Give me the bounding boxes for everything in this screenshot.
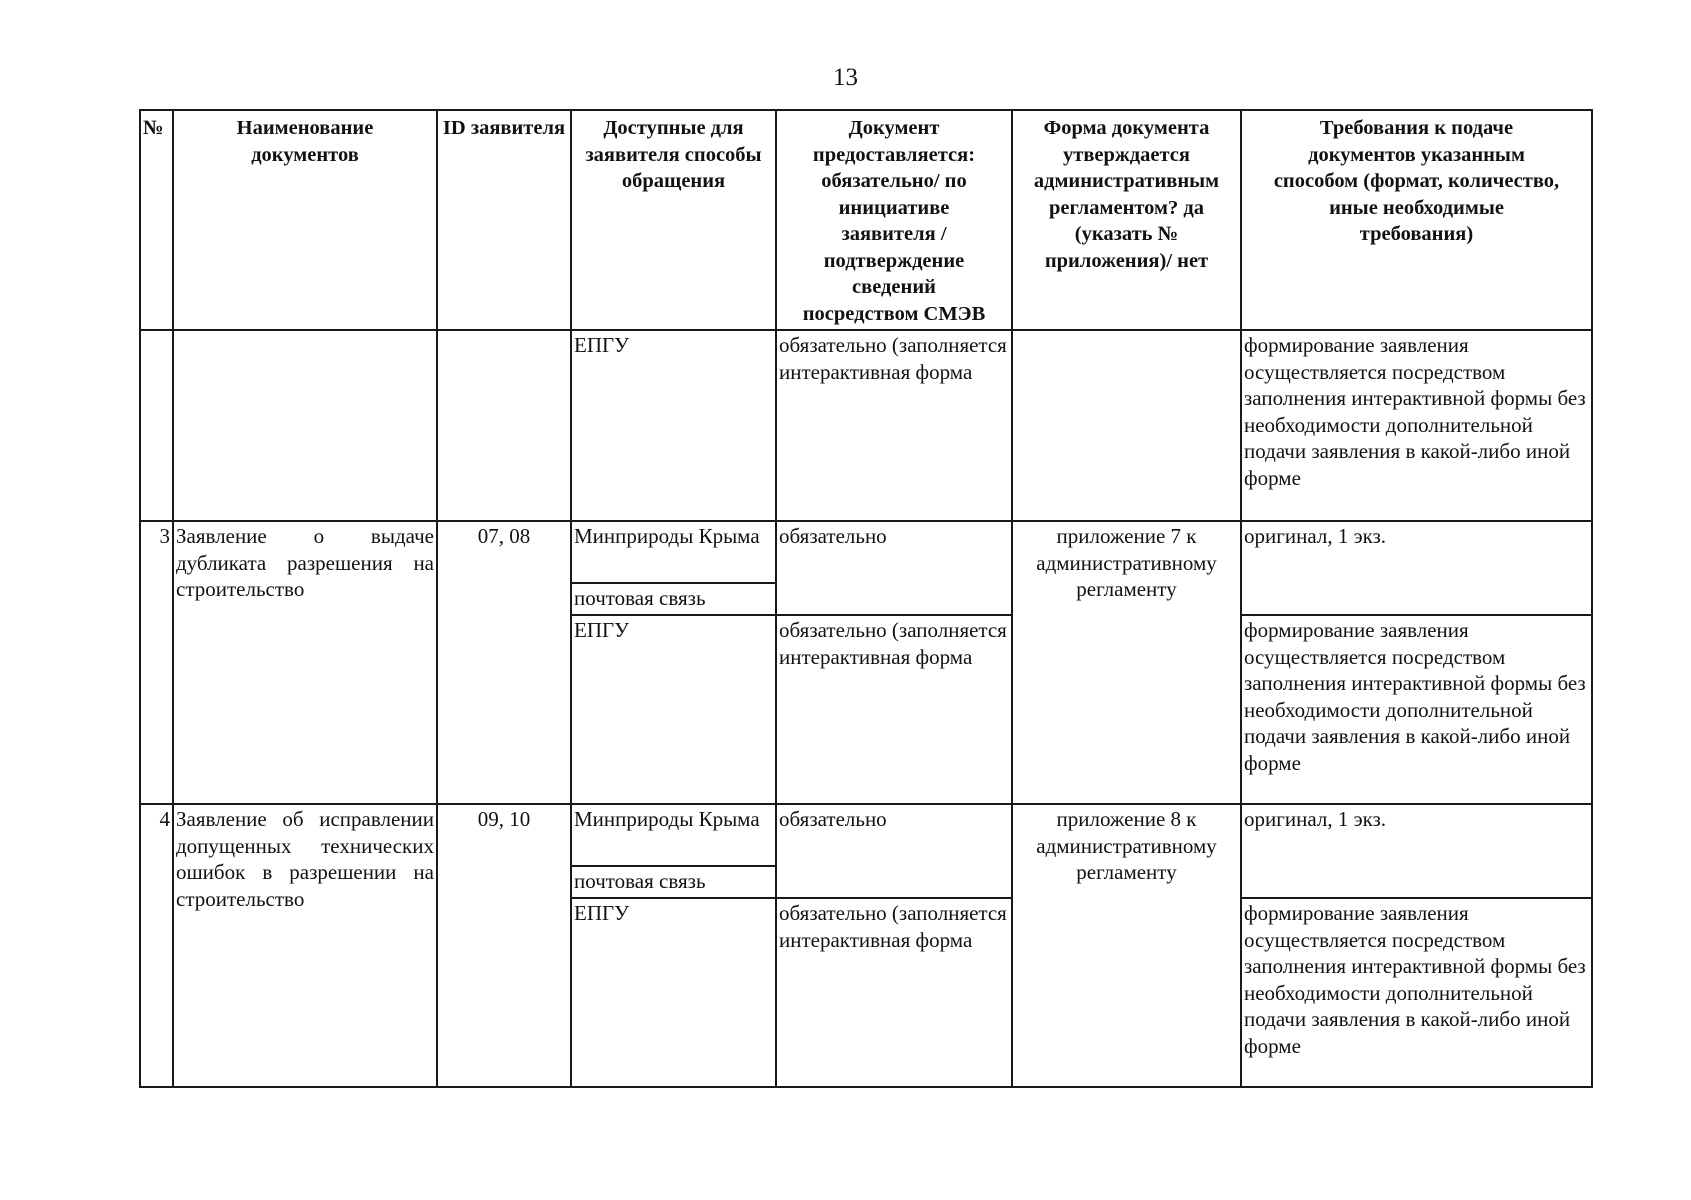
- header-form: Форма документа утверждается административным регламентом? да (указать № приложения)/ нет: [1012, 110, 1241, 330]
- cell-requirements: оригинал, 1 экз.: [1241, 521, 1592, 615]
- cell-num: 4: [140, 804, 173, 1087]
- cell-provided: обязательно (заполняется интерактивная форма: [776, 615, 1012, 804]
- cell-num: [140, 330, 173, 521]
- cell-id: 07, 08: [437, 521, 571, 804]
- cell-requirements: оригинал, 1 экз.: [1241, 804, 1592, 898]
- cell-method: почтовая связь: [571, 866, 776, 898]
- cell-id: 09, 10: [437, 804, 571, 1087]
- table-header-row: [140, 110, 1592, 330]
- cell-method: ЕПГУ: [571, 615, 776, 804]
- cell-requirements: формирование заявления осуществляется посредством заполнения интерактивной формы без необходимости дополнительной подачи заявления в какой-либо иной форме: [1241, 898, 1592, 1087]
- cell-name: [173, 330, 437, 521]
- cell-name: [173, 521, 437, 804]
- cell-provided: обязательно: [776, 804, 1012, 898]
- cell-form: приложение 7 к административному регламенту: [1012, 521, 1241, 804]
- cell-method: Минприроды Крыма: [571, 521, 776, 583]
- cell-form: приложение 8 к административному регламенту: [1012, 804, 1241, 1087]
- cell-provided: обязательно: [776, 521, 1012, 615]
- header-num: №: [140, 110, 173, 330]
- header-requirements: Требования к подаче документов указанным способом (формат, количество, иные необходимые требования): [1241, 110, 1592, 330]
- cell-num: 3: [140, 521, 173, 804]
- document-name-text: Заявление об исправлении допущенных технических ошибок в разрешении на строительство: [176, 807, 434, 911]
- table-row: [140, 521, 1592, 583]
- header-id: ID заявителя: [437, 110, 571, 330]
- table-row: [140, 804, 1592, 866]
- cell-method: ЕПГУ: [571, 330, 776, 521]
- cell-method: почтовая связь: [571, 583, 776, 615]
- cell-method: ЕПГУ: [571, 898, 776, 1087]
- header-name: Наименование документов: [173, 110, 437, 330]
- documents-table: [139, 109, 1593, 1088]
- cell-requirements: формирование заявления осуществляется посредством заполнения интерактивной формы без необходимости дополнительной подачи заявления в какой-либо иной форме: [1241, 330, 1592, 521]
- document-name-text: Заявление о выдаче дубликата разрешения на строительство: [176, 524, 434, 601]
- cell-form: [1012, 330, 1241, 521]
- header-methods: Доступные для заявителя способы обращения: [571, 110, 776, 330]
- cell-name: [173, 804, 437, 1087]
- cell-requirements: формирование заявления осуществляется посредством заполнения интерактивной формы без необходимости дополнительной подачи заявления в какой-либо иной форме: [1241, 615, 1592, 804]
- cell-method: Минприроды Крыма: [571, 804, 776, 866]
- table-row: [140, 330, 1592, 521]
- cell-provided: обязательно (заполняется интерактивная форма: [776, 898, 1012, 1087]
- cell-id: [437, 330, 571, 521]
- header-provided: Документ предоставляется: обязательно/ по инициативе заявителя /подтверждение сведений посредством СМЭВ: [776, 110, 1012, 330]
- page-number: 13: [833, 64, 858, 91]
- cell-provided: обязательно (заполняется интерактивная форма: [776, 330, 1012, 521]
